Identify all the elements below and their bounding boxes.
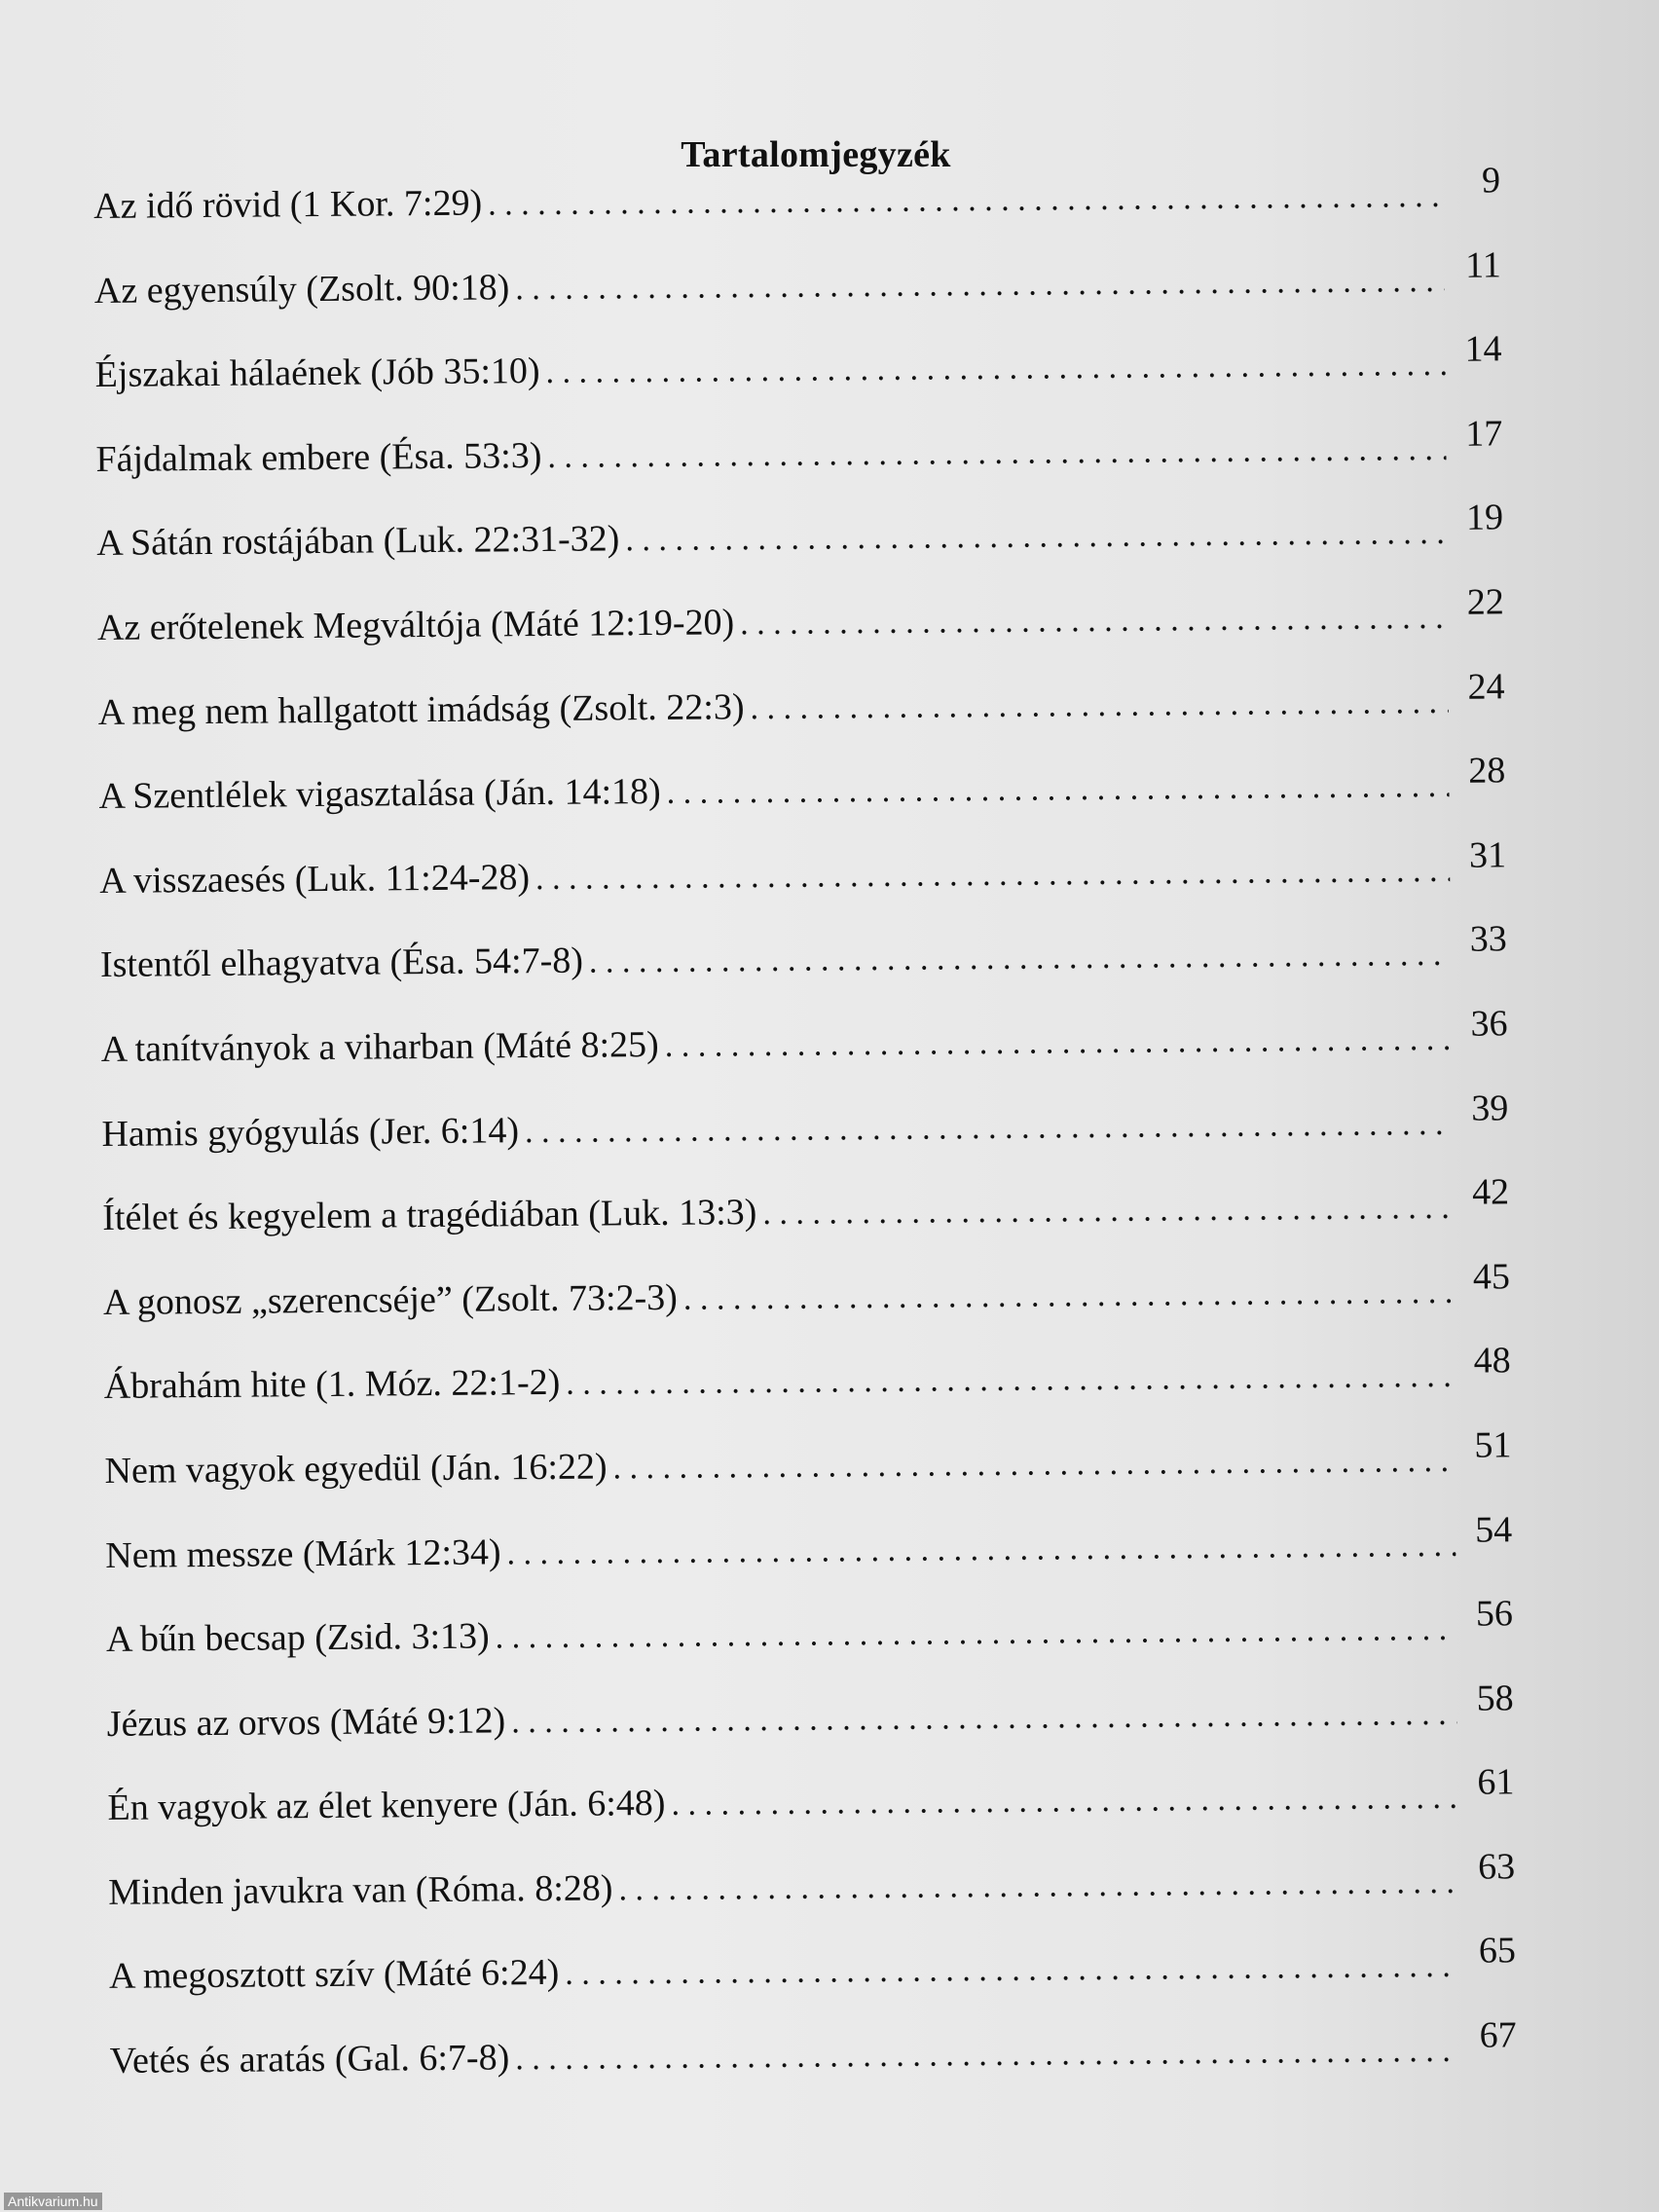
toc-entry-page-number: 22	[1466, 581, 1504, 623]
toc-entry-title: Ábrahám hite (1. Móz. 22:1-2)	[103, 1362, 561, 1408]
toc-entry	[96, 497, 1504, 607]
toc-entry	[103, 1340, 1512, 1450]
toc-entry-page-number: 45	[1472, 1256, 1511, 1298]
dot-leader	[496, 1611, 1457, 1657]
toc-entry-title: A bűn becsap (Zsid. 3:13)	[105, 1615, 490, 1661]
dot-leader	[589, 937, 1451, 981]
toc-entry-title: Az idő rövid (1 Kor. 7:29)	[93, 182, 483, 227]
toc-entry-page-number: 51	[1474, 1424, 1512, 1466]
dot-leader	[506, 1527, 1456, 1572]
toc-entry-title: Vetés és aratás (Gal. 6:7-8)	[109, 2037, 510, 2082]
dot-leader	[740, 600, 1448, 643]
dot-leader	[545, 347, 1445, 391]
toc-entry	[109, 2014, 1518, 2123]
toc-entry-title: Fájdalmak embere (Ésa. 53:3)	[95, 434, 542, 480]
toc-entry	[104, 1424, 1512, 1533]
toc-entry-page-number: 63	[1477, 1846, 1516, 1888]
toc-entry-page-number: 11	[1464, 243, 1501, 286]
toc-entry	[105, 1593, 1514, 1702]
toc-entry-title: Az erőtelenek Megváltója (Máté 12:19-20)	[96, 602, 735, 648]
toc-entry-title: Jézus az orvos (Máté 9:12)	[106, 1700, 506, 1745]
toc-entry-page-number: 39	[1471, 1087, 1509, 1129]
dot-leader	[535, 853, 1450, 898]
toc-entry-title: Istentől elhagyatva (Ésa. 54:7-8)	[99, 940, 584, 986]
toc-entry-page-number: 65	[1478, 1930, 1517, 1972]
toc-entry	[97, 665, 1506, 775]
toc-entry-page-number: 48	[1473, 1340, 1511, 1382]
toc-entry	[108, 1846, 1516, 1955]
dot-leader	[750, 683, 1448, 726]
dot-leader	[612, 1443, 1455, 1488]
toc-entry	[95, 413, 1503, 522]
toc-entry-title: Minden javukra van (Róma. 8:28)	[108, 1867, 613, 1913]
dot-leader	[515, 262, 1445, 307]
table-of-contents	[93, 160, 1517, 2123]
toc-entry-page-number: 28	[1468, 750, 1506, 792]
toc-entry	[101, 1087, 1509, 1197]
toc-entry-title: Az egyensúly (Zsolt. 90:18)	[93, 266, 510, 312]
toc-entry-page-number: 58	[1476, 1677, 1514, 1719]
toc-entry-title: A Sátán rostájában (Luk. 22:31-32)	[96, 518, 620, 565]
toc-entry-page-number: 56	[1475, 1593, 1514, 1635]
dot-leader	[511, 1696, 1457, 1741]
toc-entry-page-number: 61	[1477, 1761, 1515, 1803]
toc-entry-page-number: 17	[1465, 413, 1503, 455]
toc-entry	[96, 581, 1505, 690]
toc-entry-title: Ítélet és kegyelem a tragédiában (Luk. 13:3)	[102, 1192, 757, 1239]
toc-entry	[98, 750, 1506, 860]
dot-leader	[488, 178, 1444, 224]
toc-entry	[102, 1171, 1510, 1280]
dot-leader	[565, 1948, 1459, 1993]
toc-entry-page-number: 33	[1469, 918, 1507, 961]
toc-entry-page-number: 31	[1468, 834, 1507, 876]
dot-leader	[525, 1105, 1453, 1150]
toc-entry-title: Nem vagyok egyedül (Ján. 16:22)	[104, 1446, 608, 1492]
toc-entry	[106, 1677, 1515, 1787]
dot-leader	[667, 768, 1450, 812]
toc-entry-page-number: 14	[1464, 328, 1502, 370]
toc-entry-page-number: 9	[1481, 160, 1501, 202]
toc-entry-page-number: 67	[1479, 2014, 1517, 2056]
watermark: Antikvarium.hu	[4, 2193, 102, 2210]
toc-entry-page-number: 36	[1470, 1003, 1508, 1045]
dot-leader	[665, 1021, 1452, 1065]
dot-leader	[547, 431, 1446, 476]
dot-leader	[566, 1358, 1455, 1403]
toc-entry-title: Én vagyok az élet kenyere (Ján. 6:48)	[107, 1783, 666, 1829]
toc-entry	[105, 1508, 1513, 1618]
dot-leader	[683, 1274, 1454, 1318]
toc-entry	[94, 328, 1503, 438]
toc-entry	[102, 1256, 1511, 1365]
dot-leader	[671, 1780, 1457, 1824]
toc-entry-title: Nem messze (Márk 12:34)	[105, 1530, 501, 1576]
toc-entry-page-number: 42	[1471, 1171, 1510, 1213]
page-title: Tartalomjegyzék	[681, 134, 951, 176]
toc-entry	[93, 243, 1502, 353]
toc-entry-title: A visszaesés (Luk. 11:24-28)	[99, 856, 531, 902]
toc-entry-title: A tanítványok a viharban (Máté 8:25)	[100, 1023, 659, 1070]
toc-entry-page-number: 24	[1467, 665, 1505, 708]
toc-entry	[107, 1761, 1515, 1871]
toc-entry-title: A meg nem hallgatott imádság (Zsolt. 22:3)	[97, 685, 745, 733]
toc-entry-title: A Szentlélek vigasztalása (Ján. 14:18)	[98, 771, 661, 818]
toc-entry	[100, 1003, 1509, 1112]
toc-entry-title: Hamis gyógyulás (Jer. 6:14)	[101, 1109, 520, 1155]
toc-entry	[99, 918, 1508, 1028]
dot-leader	[515, 2033, 1460, 2078]
toc-entry	[108, 1930, 1517, 2040]
dot-leader	[625, 515, 1447, 559]
toc-entry-title: A gonosz „szerencséje” (Zsolt. 73:2-3)	[102, 1276, 679, 1323]
dot-leader	[618, 1864, 1458, 1909]
toc-entry-title: Éjszakai hálaének (Jób 35:10)	[94, 350, 540, 396]
toc-entry-title: A megosztott szív (Máté 6:24)	[108, 1952, 560, 1998]
toc-entry-page-number: 54	[1474, 1508, 1513, 1551]
dot-leader	[762, 1190, 1453, 1233]
toc-entry	[93, 160, 1501, 269]
toc-entry-page-number: 19	[1465, 497, 1504, 539]
toc-entry	[99, 834, 1507, 943]
